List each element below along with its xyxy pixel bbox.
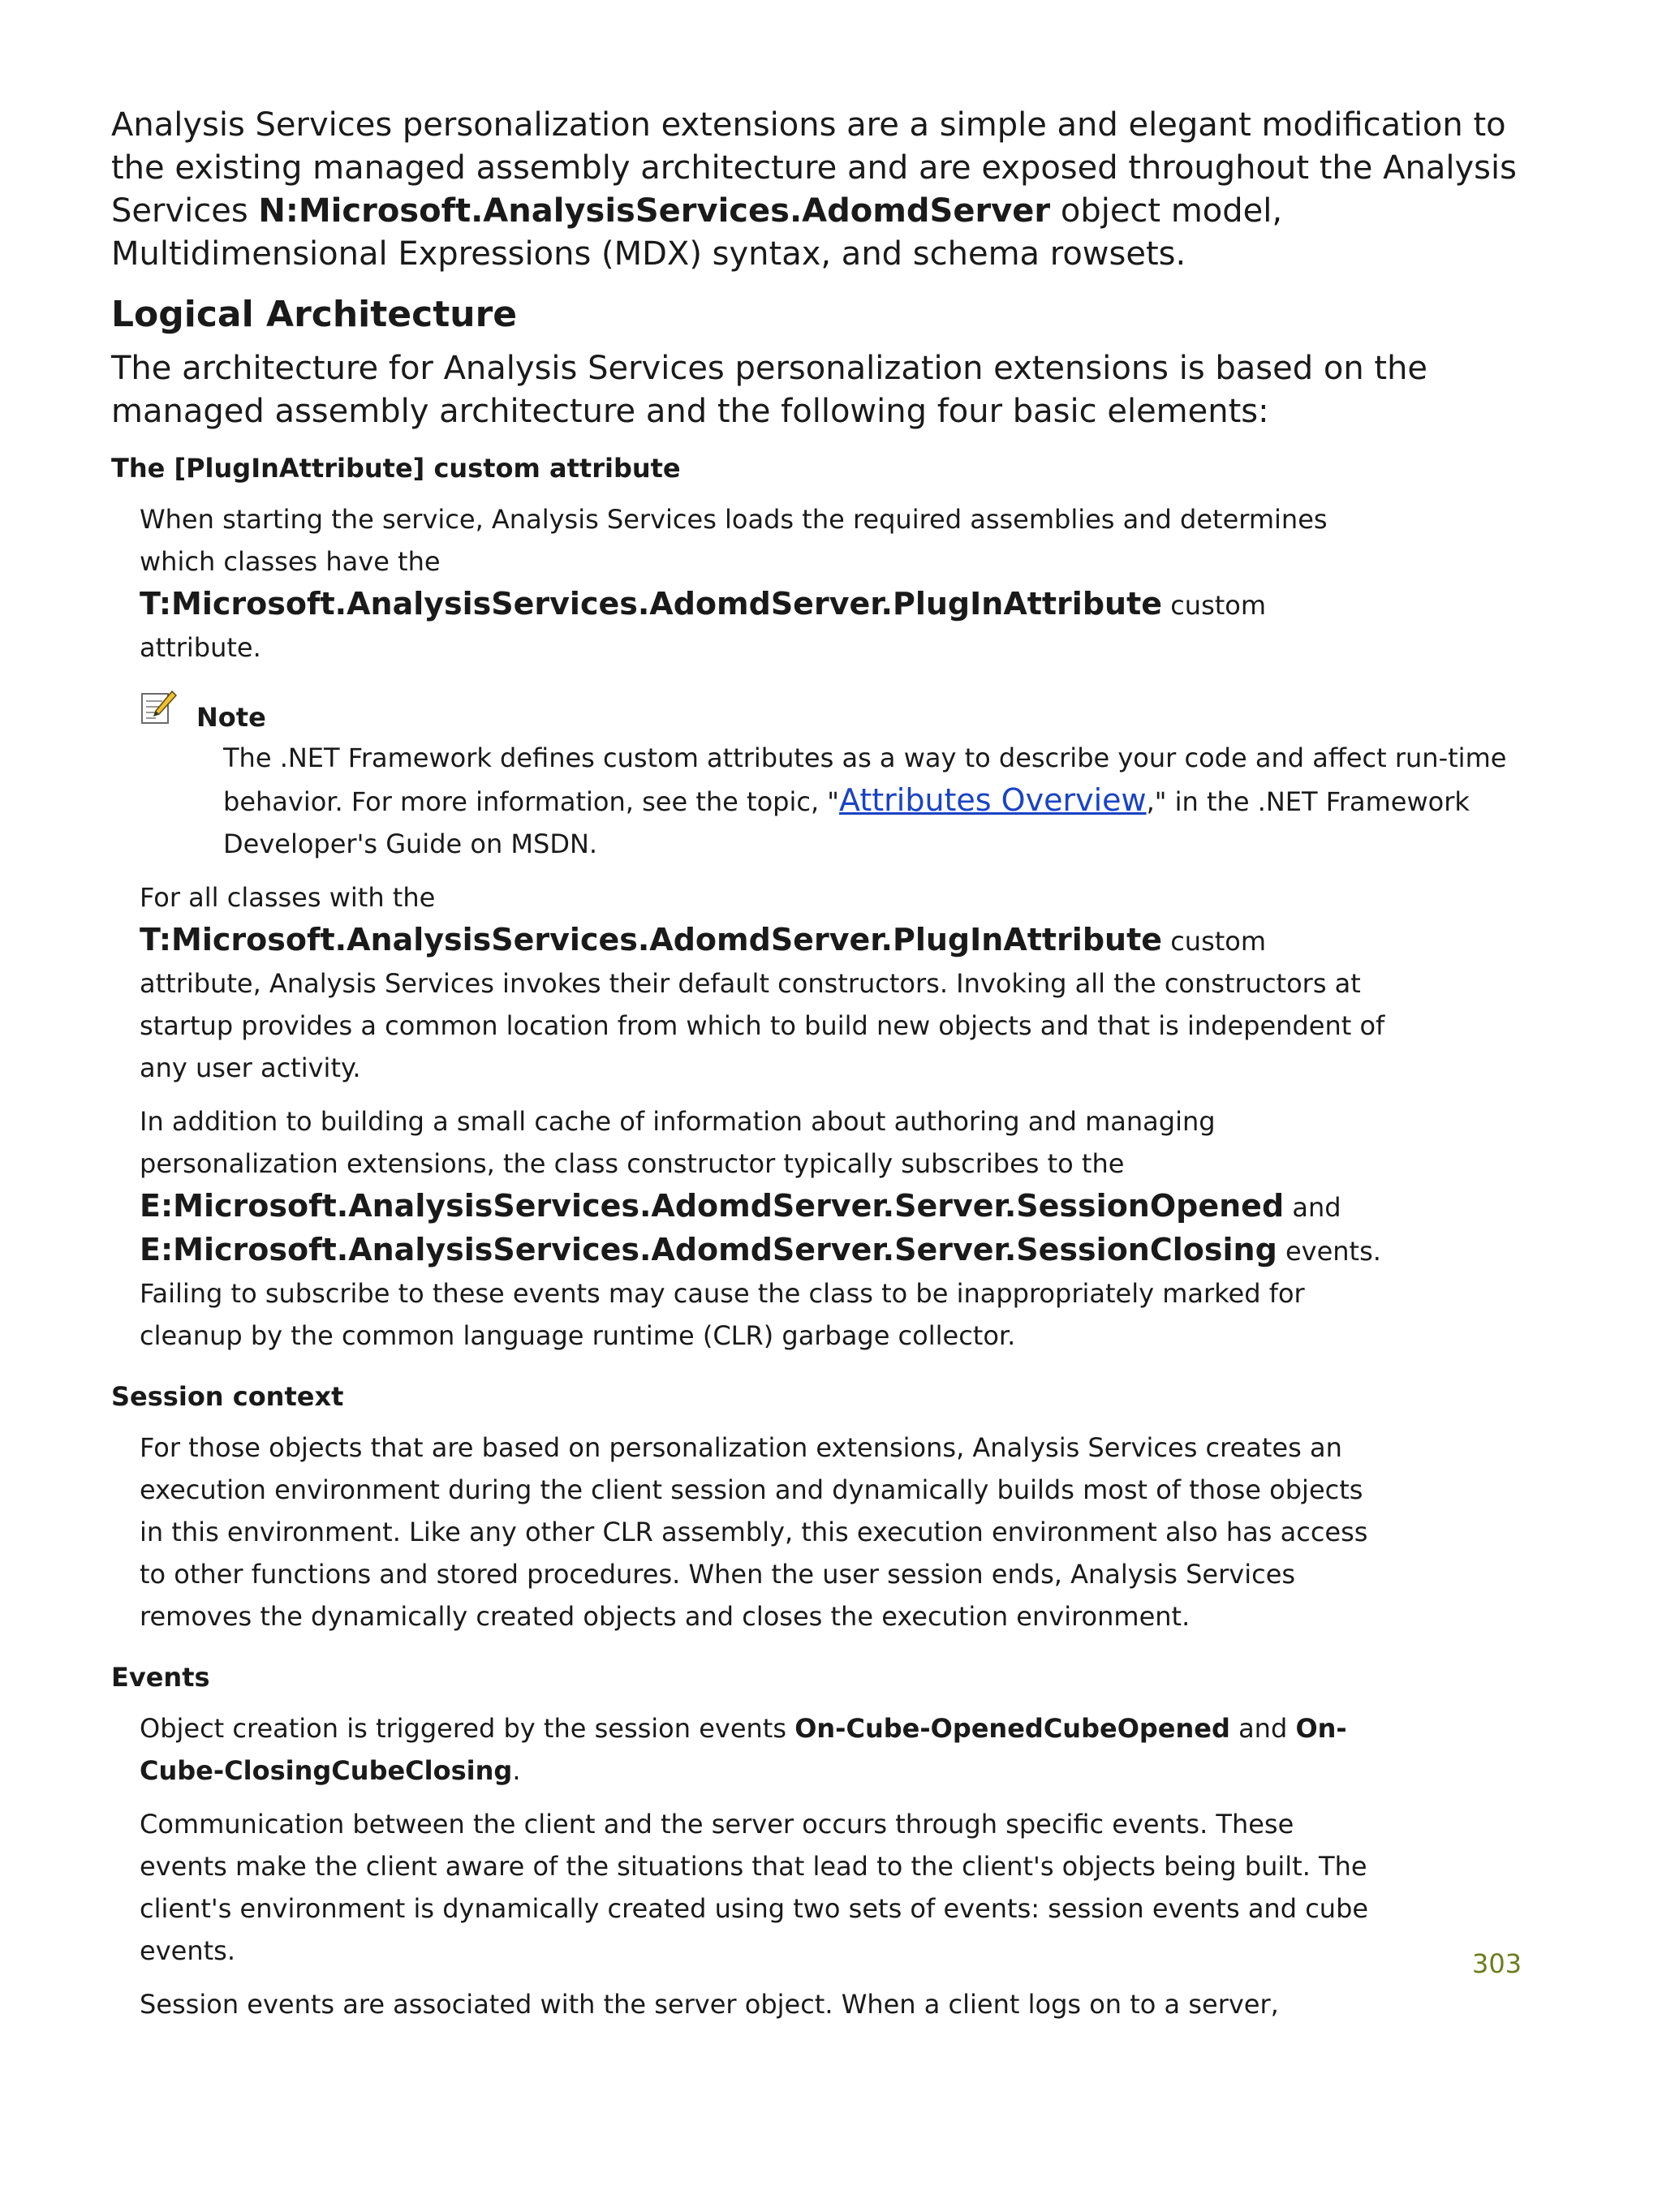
plugin-definition [140, 498, 1385, 669]
session-definition [140, 1427, 1385, 1637]
session-closing-ref: E:Microsoft.AnalysisServices.AdomdServer.Server.SessionClosing [140, 1232, 1277, 1267]
intro-paragraph [111, 104, 1539, 276]
intro-namespace: N:Microsoft.AnalysisServices.AdomdServer [258, 192, 1051, 230]
attributes-overview-link[interactable]: Attributes Overview [839, 782, 1147, 818]
lead-paragraph: The architecture for Analysis Services personalization extensions is based on the managed assembly architecture and the following four basic elements: [111, 350, 1428, 430]
events-paragraph-3: Session events are associated with the server object. When a client logs on to a server, [140, 1989, 1279, 2020]
session-opened-ref: E:Microsoft.AnalysisServices.AdomdServer.Server.SessionOpened [140, 1188, 1285, 1224]
plugin-paragraph-2: For all classes with the T:Microsoft.AnalysisServices.AdomdServer.PlugInAttribute custom attribute, Analysis Services invokes their default constructors. Invoking all the constructors at startup provides a common location from which to build new objects and that is independent of any user activity. [140, 882, 1385, 1083]
section-heading: Logical Architecture [111, 294, 518, 335]
plugin-paragraph-1: When starting the service, Analysis Services loads the required assemblies and determines which classes have the T:Microsoft.AnalysisServices.AdomdServer.PlugInAttribute custom attribute. [140, 504, 1328, 663]
cube-opened-ref: On-Cube-OpenedCubeOpened [794, 1713, 1230, 1744]
plugin-paragraph-3: In addition to building a small cache of information about authoring and managing personalization extensions, the class constructor typically subscribes to the E:Microsoft.AnalysisServices.AdomdServer.Server.SessionOpened and E:Microsoft.AnalysisServices.AdomdServer.Server.SessionClosing events. Failing to subscribe to these events may cause the class to be inappropriately marked for cleanup by the common language runtime (CLR) garbage collector. [140, 1106, 1381, 1351]
cube-closing-ref: On-Cube-ClosingCubeClosing [140, 1713, 1347, 1786]
plugin-definition-cont [140, 876, 1385, 1357]
page-number: 303 [1472, 1948, 1522, 1979]
note-box [140, 688, 1539, 865]
note-body: The .NET Framework defines custom attributes as a way to describe your code and affect run-time behavior. For more information, see the topic, "Attributes Overview," in the .NET Framework Developer's Guide on MSDN. [223, 742, 1507, 859]
note-title: Note [196, 702, 266, 733]
note-pencil-icon [140, 690, 177, 725]
intro-text-end: object model, Multidimensional Expressions (MDX) syntax, and schema rowsets. [111, 192, 1283, 273]
plugin-attribute-ref: T:Microsoft.AnalysisServices.AdomdServer.PlugInAttribute [140, 586, 1163, 622]
events-definition [140, 1707, 1385, 2025]
events-paragraph-1: Object creation is triggered by the session events On-Cube-OpenedCubeOpened and On-Cube-ClosingCubeClosing. [140, 1713, 1347, 1786]
term-session-context: Session context [111, 1381, 344, 1412]
intro-text: Analysis Services personalization extensions are a simple and elegant modification to the existing managed assembly architecture and are exposed throughout the Analysis Services [111, 106, 1517, 230]
document-page [111, 104, 1539, 2025]
term-events: Events [111, 1662, 210, 1693]
session-paragraph: For those objects that are based on personalization extensions, Analysis Services creates an execution environment during the client session and dynamically builds most of those objects in this environment. Like any other CLR assembly, this execution environment also has access to other functions and stored procedures. When the user session ends, Analysis Services removes the dynamically created objects and closes the execution environment. [140, 1432, 1368, 1632]
plugin-attribute-ref-2: T:Microsoft.AnalysisServices.AdomdServer.PlugInAttribute [140, 922, 1163, 958]
events-paragraph-2: Communication between the client and the server occurs through specific events. These events make the client aware of the situations that lead to the client's objects being built. The client's environment is dynamically created using two sets of events: session events and cube events. [140, 1809, 1369, 1966]
term-plugin-attribute: The [PlugInAttribute] custom attribute [111, 453, 681, 484]
